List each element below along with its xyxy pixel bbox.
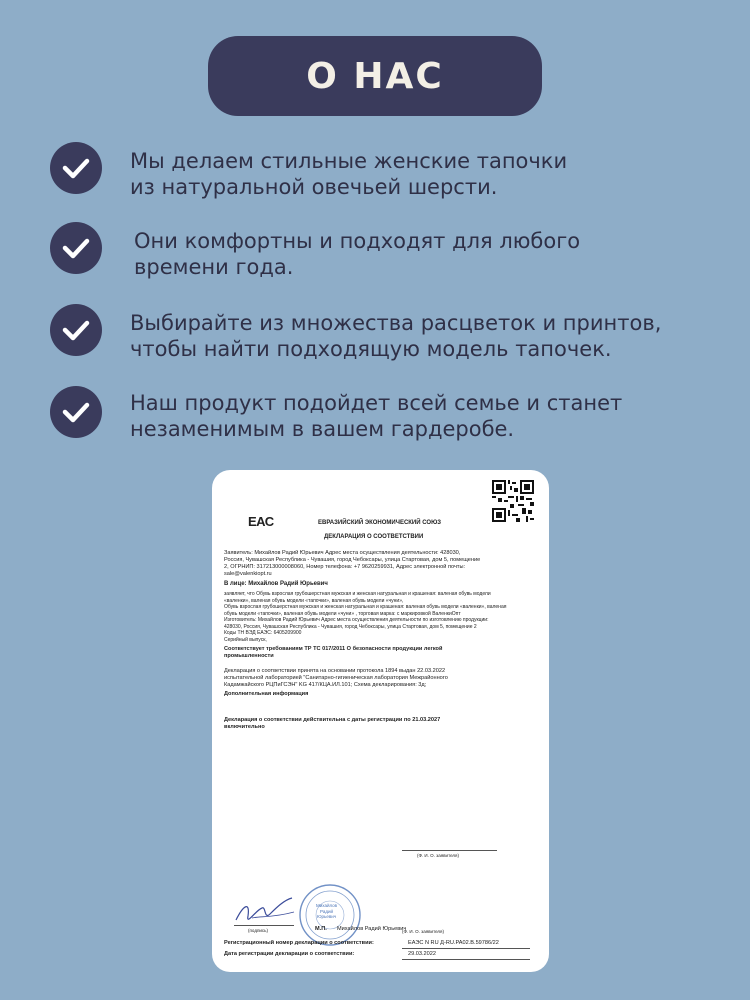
additional-info: Дополнительная информация xyxy=(224,691,309,697)
feature-text: Выбирайте из множества расцветок и принтов, чтобы найти подходящую модель тапочек. xyxy=(130,311,662,361)
feature-text: Наш продукт подойдет всей семье и станет незаменимым в вашем гардеробе. xyxy=(130,391,623,441)
person-info: В лице: Михайлов Радий Юрьевич xyxy=(224,581,328,587)
check-icon xyxy=(50,142,102,194)
reg-date-label: Дата регистрации декларации о соответствии: xyxy=(224,951,355,957)
reg-date: 29.03.2022 xyxy=(408,951,436,957)
page-title: О НАС xyxy=(306,55,444,97)
check-icon xyxy=(50,222,102,274)
declaration-title: ДЕКЛАРАЦИЯ О СООТВЕТСТВИИ xyxy=(324,534,424,540)
reg-number: ЕАЭС N RU Д-RU.PA02.B.59786/22 xyxy=(408,940,499,946)
page-title-badge xyxy=(208,36,542,116)
sign-caption: (подпись) xyxy=(248,928,269,933)
validity: Декларация о соответствии действительна с даты регистрации по 21.03.2027 включительно xyxy=(224,717,441,730)
stamp-text: Михайлов Радий Юрьевич xyxy=(316,903,338,919)
eac-logo: ЕАС xyxy=(248,514,274,529)
check-icon xyxy=(50,304,102,356)
signature-icon xyxy=(232,890,302,930)
check-icon xyxy=(50,386,102,438)
declaration-document xyxy=(212,470,549,972)
qr-code xyxy=(492,480,534,522)
feature-text: Мы делаем стильные женские тапочки из натуральной овечьей шерсти. xyxy=(130,149,568,199)
mp-label: М.П. xyxy=(315,926,327,932)
basis: Декларация о соответствии принята на основании протокола 1894 выдан 22.03.2022 испытательной лабораторией "Санитарно-гигиеническая лаборатория Межрайонного Кадамжайского РЦПиГСЭН" KG 417/КЦА.ИЛ.101; Схема декларирования: 3д; xyxy=(224,668,448,688)
reg-number-label: Регистрационный номер декларации о соответствии: xyxy=(224,940,374,946)
feature-item xyxy=(50,222,581,279)
product-declaration: заявляет, что Обувь взрослая грубошерстная мужская и женская натуральная и крашеная: валеная обувь модели «валенки», валеная обувь модели «тапочки», валеная обувь модели «чуни», Обувь взрослая грубошерстная мужская и женская натуральная и крашеная: валеная обувь модели «валенки», валеная обувь модели «тапочки», валеная обувь модели «чуни» , торговая марка: с маркировкой ВаленкиОпт Изготовитель: Михайлов Радий Юрьевич Адрес места осуществления деятельности по изготовлению продукции: 428030, Россия, Чувашская Республика - Чувашия, город Чебоксары, улица Стартовая, дом 5, помещение 2 Коды ТН ВЭД ЕАЭС: 6405209900 Серийный выпуск, xyxy=(224,591,507,643)
requirements: Соответствует требованиям ТР ТС 017/2011 О безопасности продукции легкой промышленности xyxy=(224,646,443,659)
feature-item xyxy=(50,386,623,441)
signer-caption: (Ф. И. О. заявителя) xyxy=(417,853,459,858)
union-name: ЕВРАЗИЙСКИЙ ЭКОНОМИЧЕСКИЙ СОЮЗ xyxy=(318,520,442,526)
feature-item xyxy=(50,304,662,361)
signer-label: (Ф. И. О. заявителя) xyxy=(402,929,444,934)
signer-name: Михайлов Радий Юрьевич xyxy=(337,926,407,932)
applicant-info: Заявитель: Михайлов Радий Юрьевич Адрес места осуществления деятельности: 428030, Россия, Чувашская Республика - Чувашия, город Чебоксары, улица Стартовая, дом 5, помещение 2, ОГРНИП: 317213000008060, Номер телефона: +7 9620259931, Адрес электронной почты: sale@valenkiopt.ru xyxy=(224,550,481,577)
feature-item xyxy=(50,142,568,199)
feature-text: Они комфортны и подходят для любого времени года. xyxy=(134,229,581,279)
